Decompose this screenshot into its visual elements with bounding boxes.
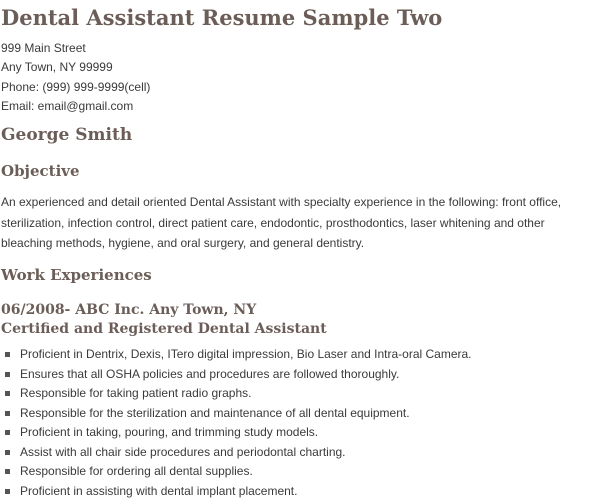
list-item (0, 404, 472, 424)
list-item (0, 443, 472, 463)
duty-text: Responsible for the sterilization and maintenance of all dental equipment. (20, 405, 410, 420)
objective-text: An experienced and detail oriented Dental Assistant with specialty experience in the following: front office, sterilization, infection control, direct patient care, endodontic, prosthodontics, laser whitening and other bleaching methods, hygiene, and oral surgery, and general dentistry. (1, 195, 562, 250)
contact-phone: Phone: (999) 999-9999(cell) (1, 79, 151, 94)
duty-text: Proficient in Dentrix, Dexis, ITero digital impression, Bio Laser and Intra-oral Camera. (20, 347, 472, 361)
bullet-icon (5, 411, 10, 416)
contact-email: Email: email@gmail.com (1, 98, 134, 113)
list-item (0, 384, 472, 404)
duty-text: Responsible for taking patient radio graphs. (20, 386, 252, 400)
bullet-icon (5, 450, 10, 455)
bullet-icon (5, 352, 10, 357)
bullet-icon (5, 372, 10, 377)
contact-city: Any Town, NY 99999 (1, 60, 113, 75)
duty-text: Proficient in assisting with dental implant placement. (20, 483, 298, 498)
work-heading: Work Experiences (1, 266, 152, 284)
duty-text: Proficient in taking, pouring, and trimming study models. (20, 425, 319, 439)
job-employer-line: 06/2008- ABC Inc. Any Town, NY (1, 302, 257, 318)
job-title: Certified and Registered Dental Assistant (1, 321, 327, 337)
list-item (0, 423, 472, 443)
duty-text: Responsible for ordering all dental supplies. (20, 464, 253, 478)
duty-text: Ensures that all OSHA policies and procedures are followed thoroughly. (20, 366, 400, 381)
contact-block (1, 39, 150, 116)
list-item (0, 345, 472, 365)
objective-heading: Objective (1, 162, 80, 180)
candidate-name: George Smith (1, 125, 133, 145)
list-item (0, 462, 472, 482)
bullet-icon (5, 489, 10, 494)
page-title: Dental Assistant Resume Sample Two (1, 5, 443, 30)
contact-street: 999 Main Street (1, 41, 86, 55)
bullet-icon (5, 469, 10, 474)
bullet-icon (5, 391, 10, 396)
list-item (0, 365, 472, 385)
duties-list (0, 345, 472, 498)
bullet-icon (5, 430, 10, 435)
list-item (0, 482, 472, 498)
duty-text: Assist with all chair side procedures and periodontal charting. (20, 444, 346, 459)
